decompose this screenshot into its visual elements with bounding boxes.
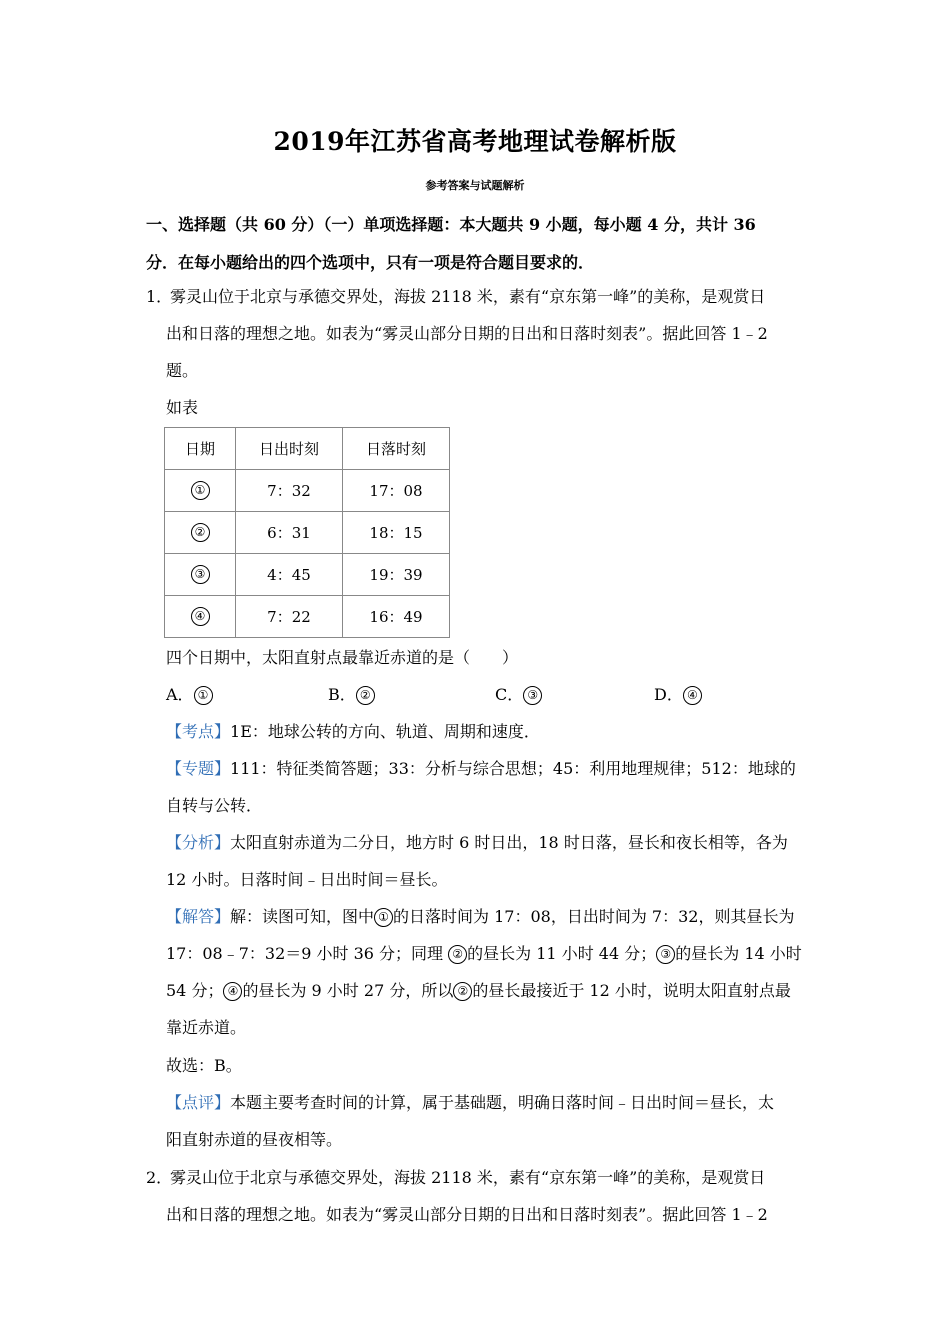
q1-stem-line1: 雾灵山位于北京与承德交界处，海拔 2118 米，素有“京东第一峰”的美称，是观赏日 [170,287,766,306]
q2-stem-line2: 出和日落的理想之地。如表为“雾灵山部分日期的日出和日落时刻表”。据此回答 1﹣2 [166,1205,768,1224]
jieda-tag: 【解答】 [166,907,231,926]
circled-number: ① [374,908,393,927]
jieda-line4: 靠近赤道。 [166,1018,247,1037]
dianping-line2: 阳直射赤道的昼夜相等。 [166,1130,343,1149]
sunrise-sunset-table [164,427,450,638]
fenxi-line2: 12 小时。日落时间﹣日出时间＝昼长。 [166,870,448,889]
table-header-cell: 日出时刻 [236,428,343,470]
table-header-cell: 日期 [165,428,236,470]
q1-stem-line2: 出和日落的理想之地。如表为“雾灵山部分日期的日出和日落时刻表”。据此回答 1﹣2 [166,324,768,343]
section-heading-line2: 分．在每小题给出的四个选项中，只有一项是符合题目要求的． [146,253,595,272]
option-c[interactable]: C． ③ [495,685,542,705]
zhuanti-line2: 自转与公转． [166,796,263,815]
table-caption: 如表 [166,398,199,417]
fenxi-line1: 【分析】太阳直射赤道为二分日，地方时 6 时日出，18 时日落，昼长和夜长相等，各为 [166,833,788,852]
circled-number: ④ [683,686,702,705]
table-row [165,512,450,554]
answer-line: 故选：B。 [166,1056,242,1075]
jieda-line3: 54 分； ④ 的昼长为 9 小时 27 分，所以 ② 的昼长最接近于 12 小时，说明太阳直射点最 [166,981,791,1000]
page-title: 2019年江苏省高考地理试卷解析版 [273,127,677,156]
kaodian-tag: 【考点】 [166,722,231,741]
dianping-tag: 【点评】 [166,1093,231,1112]
table-cell: 4：45 [236,554,343,596]
table-cell: 18：15 [343,512,450,554]
q1-question: 四个日期中，太阳直射点最靠近赤道的是（ ） [166,648,519,667]
table-cell: 7：32 [236,470,343,512]
q2-number: 2． [146,1168,173,1187]
zhuanti-tag: 【专题】 [166,759,231,778]
circled-number: ② [448,945,467,964]
table-cell: 7：22 [236,596,343,638]
fenxi-tag: 【分析】 [166,833,231,852]
table-row [165,596,450,638]
table-cell: 6：31 [236,512,343,554]
circled-number: ③ [191,565,210,584]
table-row [165,554,450,596]
circled-number: ② [453,982,472,1001]
page-subtitle: 参考答案与试题解析 [425,179,525,192]
table-header-row [165,428,450,470]
circled-number: ① [194,686,213,705]
kaodian-line: 【考点】1E：地球公转的方向、轨道、周期和速度． [166,722,540,741]
circled-number: ② [356,686,375,705]
jieda-line1: 【解答】解：读图可知，图中 ① 的日落时间为 17：08，日出时间为 7：32，则其昼长为 [166,907,795,926]
circled-number: ① [191,481,210,500]
q2-stem-line1: 雾灵山位于北京与承德交界处，海拔 2118 米，素有“京东第一峰”的美称，是观赏日 [170,1168,766,1187]
option-d[interactable]: D． ④ [654,685,702,705]
table-header-cell: 日落时刻 [343,428,450,470]
option-a[interactable]: A． ① [166,685,213,705]
table-cell: 19：39 [343,554,450,596]
table-cell: 17：08 [343,470,450,512]
circled-number: ③ [523,686,542,705]
zhuanti-line1: 【专题】111：特征类简答题；33：分析与综合思想；45：利用地理规律；512：地球的 [166,759,796,778]
dianping-line1: 【点评】本题主要考查时间的计算，属于基础题，明确日落时间﹣日出时间＝昼长，太 [166,1093,775,1112]
option-b[interactable]: B． ② [328,685,375,705]
circled-number: ④ [191,607,210,626]
q1-stem-line3: 题。 [166,361,199,380]
section-heading-line1: 一、选择题（共 60 分）（一）单项选择题：本大题共 9 小题，每小题 4 分，共计 36 [146,215,756,234]
table-cell: 16：49 [343,596,450,638]
q1-number: 1． [146,287,173,306]
table-row [165,470,450,512]
circled-number: ② [191,523,210,542]
circled-number: ③ [656,945,675,964]
jieda-line2: 17：08﹣7：32＝9 小时 36 分；同理 ② 的昼长为 11 小时 44 分； ③ 的昼长为 14 小时 [166,944,802,963]
circled-number: ④ [223,982,242,1001]
